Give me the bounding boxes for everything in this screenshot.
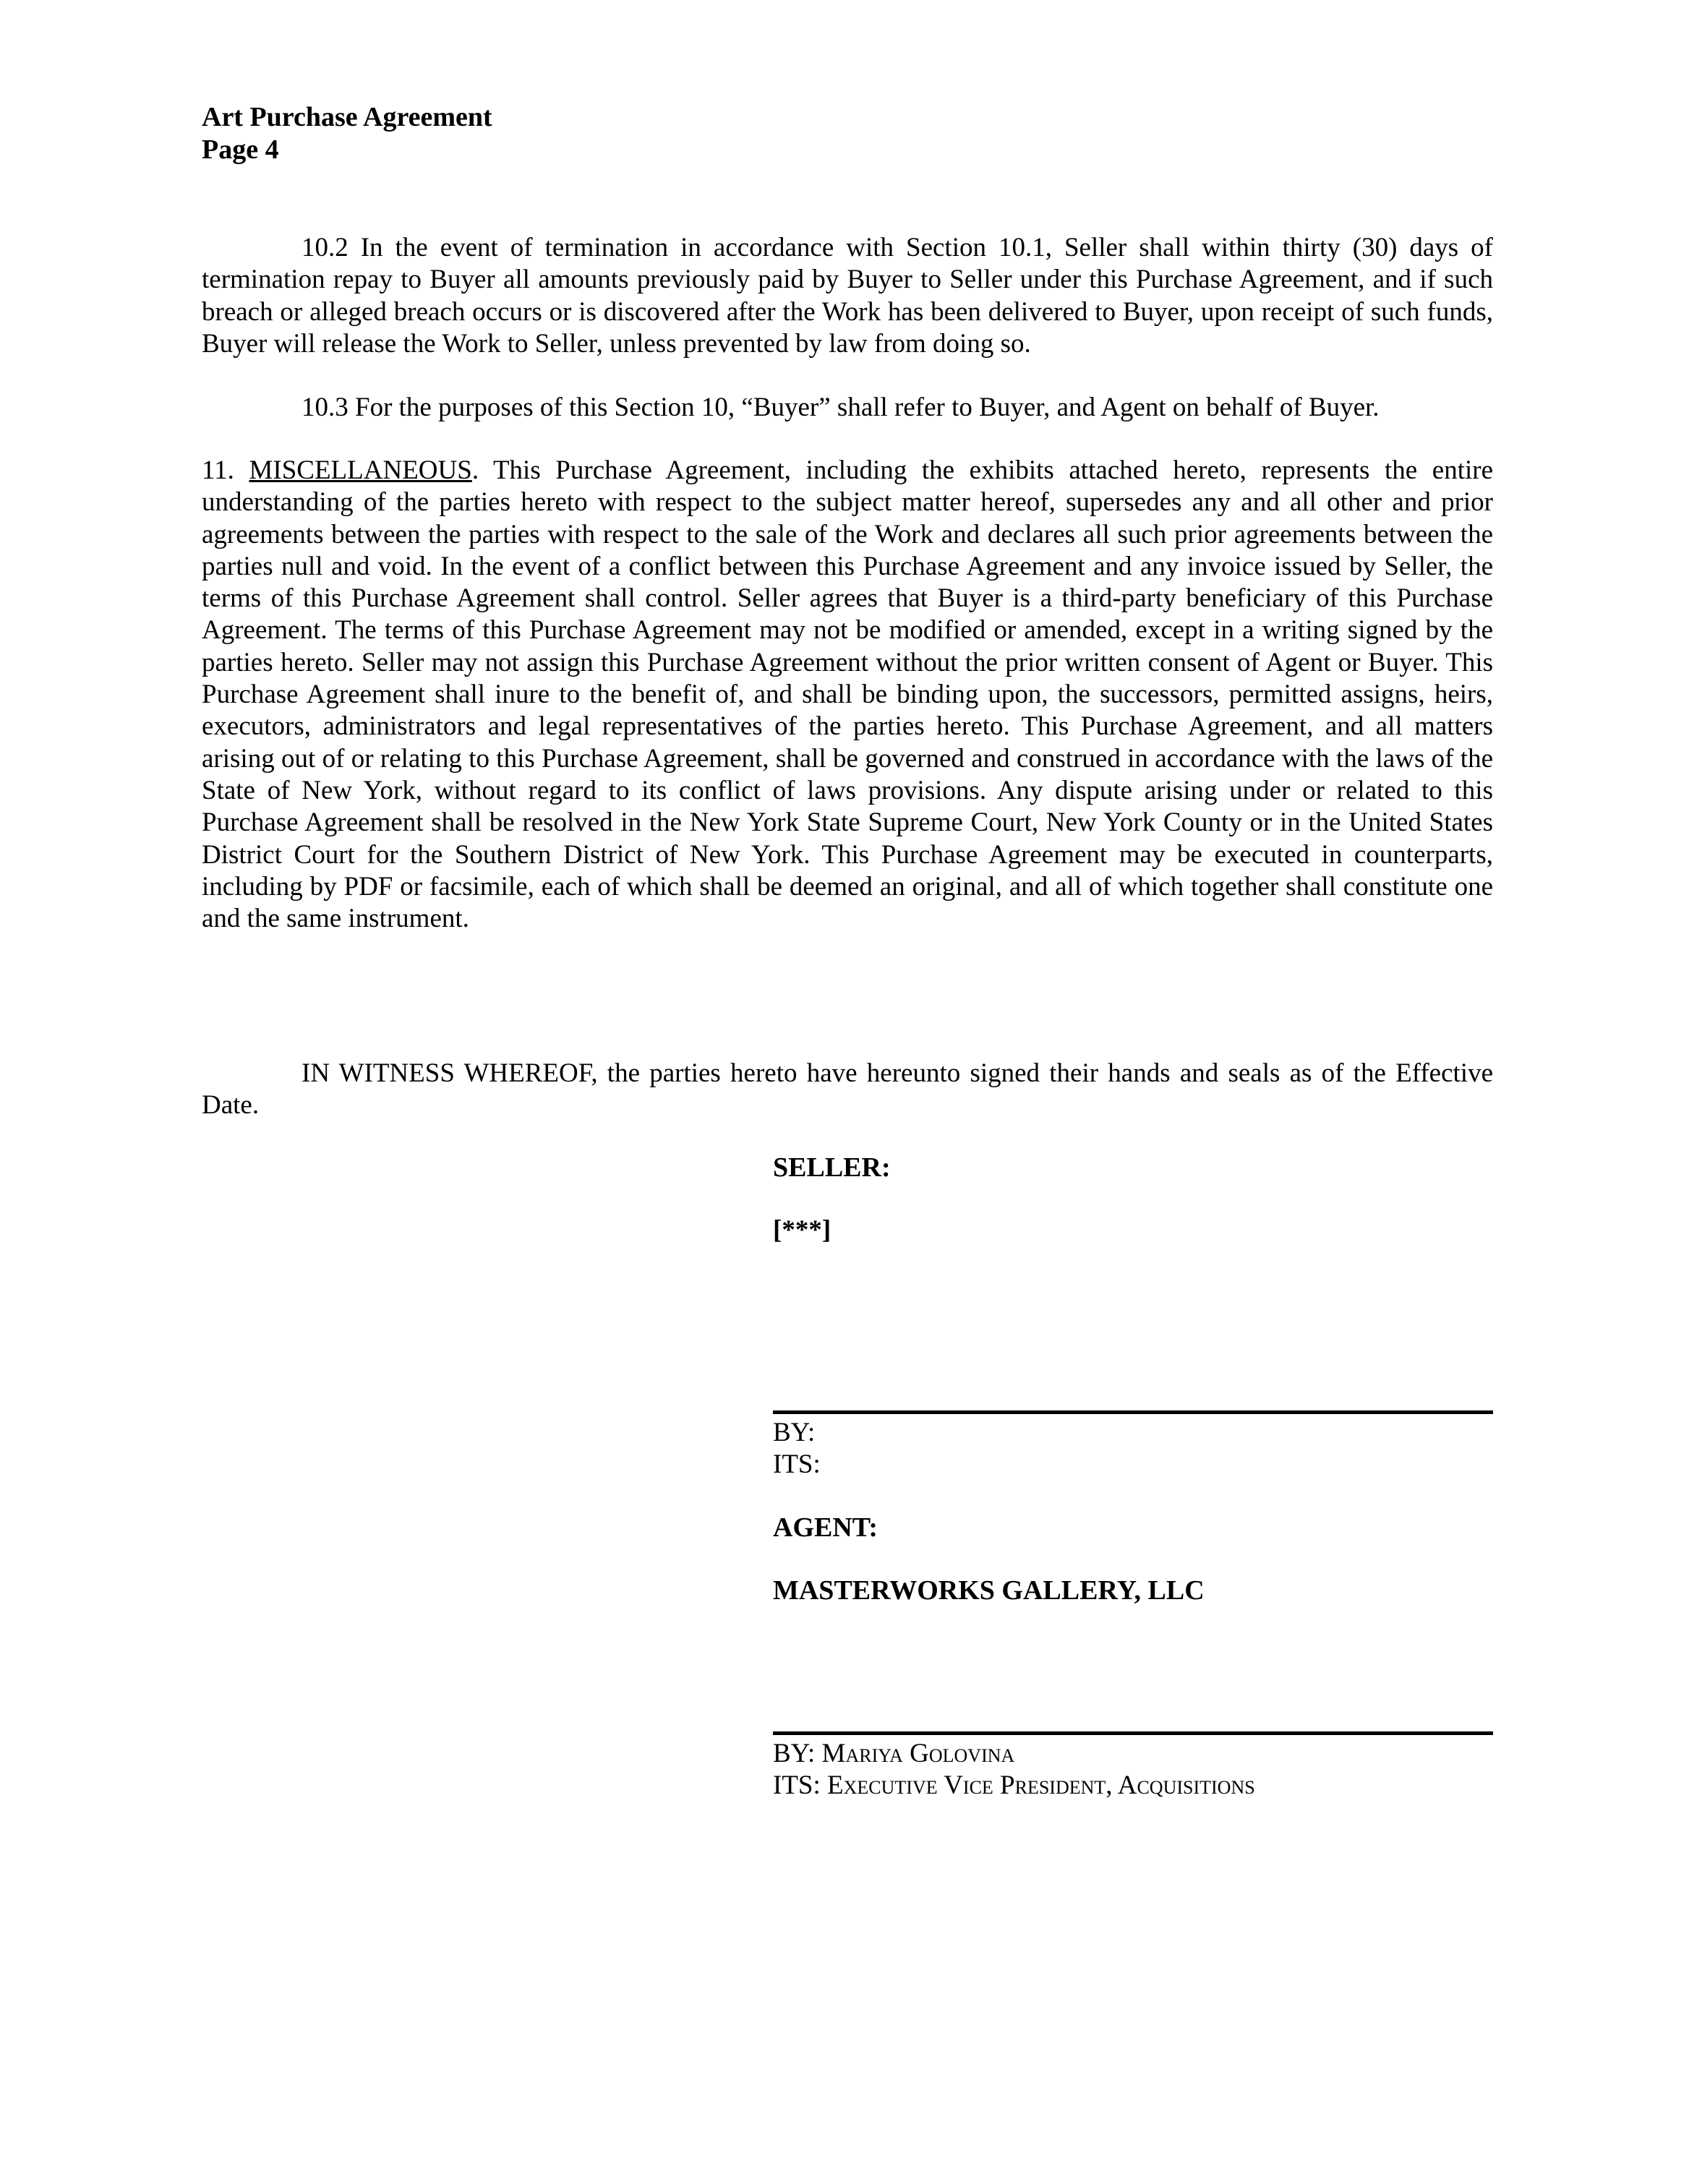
seller-its-row [773,1449,821,1481]
section-11-paragraph [202,455,1493,935]
agent-its-value: Executive Vice President, Acquisitions [827,1770,1255,1800]
seller-by-label: BY: [773,1418,816,1447]
agent-its-label: ITS: [773,1770,821,1800]
agent-its-row [773,1770,1255,1802]
section-10-2-paragraph: 10.2 In the event of termination in accordance with Section 10.1, Seller shall within thirty (30) days of termination repay to Buyer all amounts previously paid by Buyer to Seller under this Purchase Agreement, and if such breach or alleged breach occurs or is discovered after the Work has been delivered to Buyer, upon receipt of such funds, Buyer will release the Work to Seller, unless prevented by law from doing so. [202,233,1493,359]
section-11-heading: MISCELLANEOUS [249,455,472,485]
page-number: Page 4 [202,134,279,165]
seller-signature-line [773,1410,1493,1414]
seller-by-row [773,1417,815,1449]
seller-name: [***] [773,1215,831,1245]
section-10-3-paragraph: 10.3 For the purposes of this Section 10, “Buyer” shall refer to Buyer, and Agent on behalf of Buyer. [302,393,1380,422]
document-header [202,101,492,166]
agent-heading: AGENT: [773,1512,878,1543]
agent-name: MASTERWORKS GALLERY, LLC [773,1575,1205,1606]
seller-heading: SELLER: [773,1152,891,1183]
agent-by-row [773,1738,1014,1770]
section-11-body: . This Purchase Agreement, including the exhibits attached hereto, represents the entire understanding of the parties hereto with respect to the subject matter hereof, supersedes any and all other and prior agreements between the parties with respect to the sale of the Work and declares all such prior agreements between the parties null and void. In the event of a conflict between this Purchase Agreement and any invoice issued by Seller, the terms of this Purchase Agreement shall control. Seller agrees that Buyer is a third-party beneficiary of this Purchase Agreement. The terms of this Purchase Agreement may not be modified or amended, except in a writing signed by the parties hereto. Seller may not assign this Purchase Agreement without the prior written consent of Agent or Buyer. This Purchase Agreement shall inure to the benefit of, and shall be binding upon, the successors, permitted assigns, heirs, executors, administrators and legal representatives of the parties hereto. This Purchase Agreement, and all matters arising out of or relating to this Purchase Agreement, shall be governed and construed in accordance with the laws of the State of New York, without regard to its conflict of laws provisions. Any dispute arising under or related to this Purchase Agreement shall be resolved in the New York State Supreme Court, New York County or in the United States District Court for the Southern District of New York. This Purchase Agreement may be executed in counterparts, including by PDF or facsimile, each of which shall be deemed an original, and all of which together shall constitute one and the same instrument. [202,455,1494,934]
section-11-number: 11. [202,455,234,485]
agent-by-value: Mariya Golovina [821,1739,1015,1768]
seller-its-label: ITS: [773,1449,821,1479]
agent-signature-line [773,1731,1493,1735]
document-title: Art Purchase Agreement [202,102,492,132]
witness-paragraph: IN WITNESS WHEREOF, the parties hereto have hereunto signed their hands and seals as of the Effective Date. [202,1058,1493,1121]
agent-by-label: BY: [773,1739,816,1768]
